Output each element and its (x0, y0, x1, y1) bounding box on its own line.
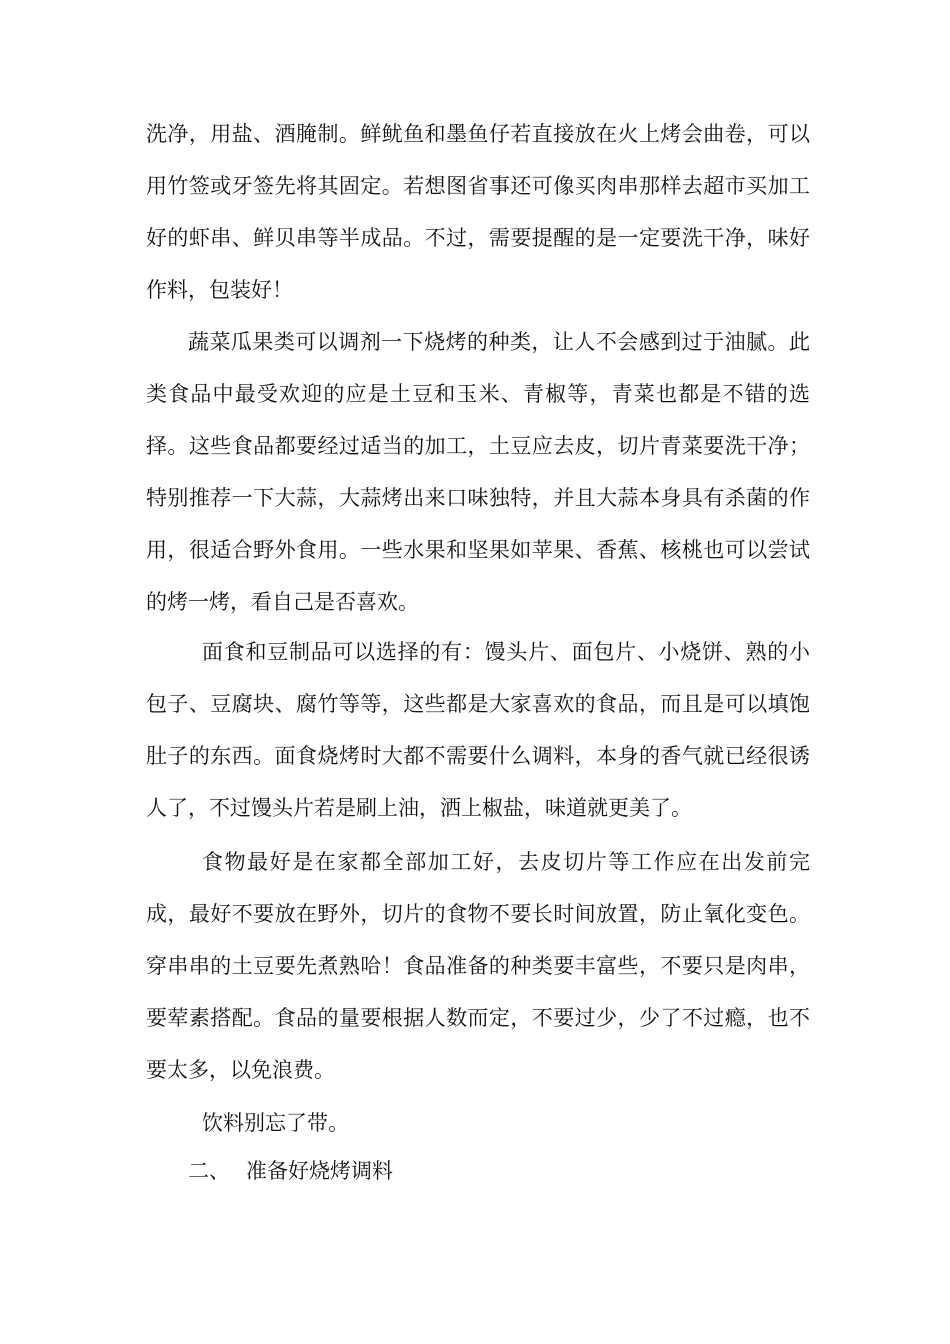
paragraph-pastry-tofu: 面食和豆制品可以选择的有：馒头片、面包片、小烧饼、熟的小包子、豆腐块、腐竹等等，这些都是大家喜欢的食品，而且是可以填饱肚子的东西。面食烧烤时大都不需要什么调料，本身的香气就已经很诱人了，不过馒头片若是刷上油，洒上椒盐，味道就更美了。 (146, 640, 810, 820)
paragraph-seafood-prep: 洗净，用盐、酒腌制。鲜鱿鱼和墨鱼仔若直接放在火上烤会曲卷，可以用竹签或牙签先将其固定。若想图省事还可像买肉串那样去超市买加工好的虾串、鲜贝串等半成品。不过，需要提醒的是一定要洗干净，味好作料，包装好！ (146, 122, 810, 302)
section-heading (188, 1151, 393, 1191)
paragraph-food-prep-tips: 食物最好是在家都全部加工好，去皮切片等工作应在出发前完成，最好不要放在野外，切片的食物不要长时间放置，防止氧化变色。穿串串的土豆要先煮熟哈！食品准备的种类要丰富些，不要只是肉串，要荤素搭配。食品的量要根据人数而定，不要过少，少了不过瘾，也不要太多，以免浪费。 (146, 850, 810, 1082)
section-title: 准备好烧烤调料 (246, 1159, 393, 1183)
section-number: 二、 (188, 1159, 230, 1183)
paragraph-drinks: 饮料别忘了带。 (202, 1111, 349, 1135)
paragraph-vegetables: 蔬菜瓜果类可以调剂一下烧烤的种类，让人不会感到过于油腻。此类食品中最受欢迎的应是土豆和玉米、青椒等，青菜也都是不错的选择。这些食品都要经过适当的加工，土豆应去皮，切片青菜要洗干净；特别推荐一下大蒜，大蒜烤出来口味独特，并且大蒜本身具有杀菌的作用，很适合野外食用。一些水果和坚果如苹果、香蕉、核桃也可以尝试的烤一烤，看自己是否喜欢。 (146, 330, 810, 614)
